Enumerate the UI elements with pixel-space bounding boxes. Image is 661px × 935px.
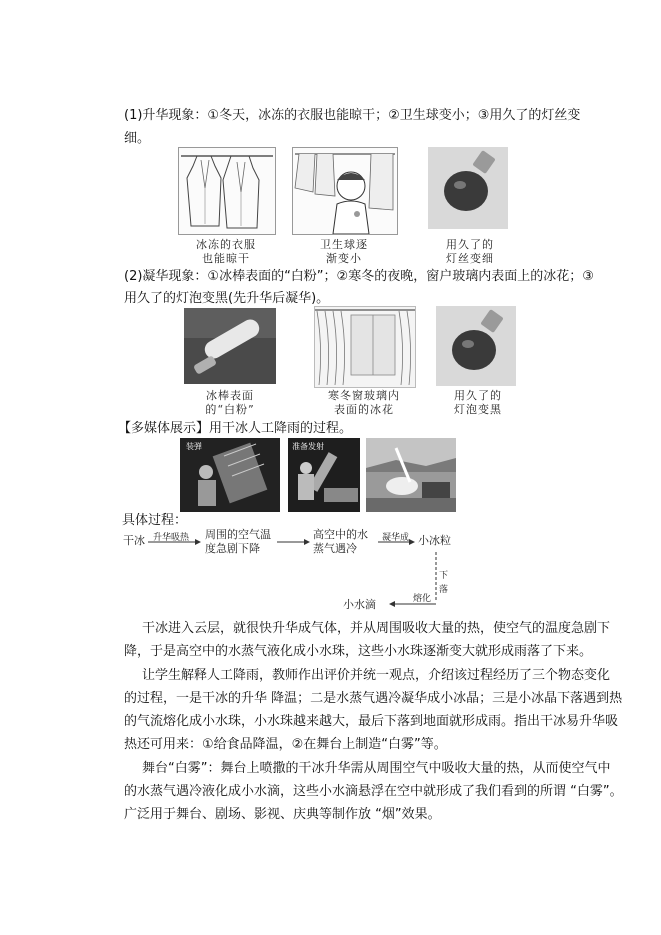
deposition-line-1: (2)凝华现象：①冰棒表面的“白粉”；②寒冬的夜晚，窗户玻璃内表面上的冰花；③ — [124, 269, 594, 284]
paragraph-2-line-4: 热还可用来：①给食品降温，②在舞台上制造“白雾”等。 — [124, 737, 447, 752]
caption-old-bulb-black: 用久了的 灯泡变黑 — [454, 389, 502, 416]
paragraph-1-line-1: 干冰进入云层，就很快升华成气体，并从周围吸收大量的热，使空气的温度急剧下 — [142, 621, 611, 636]
multimedia-line: 【多媒体展示】用干冰人工降雨的过程。 — [118, 421, 353, 436]
sublimation-line-2: 细。 — [124, 131, 151, 146]
caption-mothball: 卫生球逐 渐变小 — [320, 238, 368, 265]
dry-ice-node: 干冰 — [123, 534, 145, 547]
photo-label-prepare-launch: 准备发射 — [292, 442, 324, 451]
caption-window-frost: 寒冬窗玻璃内 表面的冰花 — [328, 389, 400, 416]
caption-popsicle: 冰棒表面 的“白粉” — [205, 389, 255, 416]
fall-label: 下落 — [439, 571, 449, 595]
paragraph-2-line-3: 的气流熔化成小水珠，小水珠越来越大，最后下落到地面就形成雨。指出干冰易升华吸 — [124, 714, 619, 729]
water-drop-node: 小水滴 — [343, 598, 376, 611]
water-vapor-cools-node: 高空中的水 蒸气遇冷 — [313, 528, 368, 555]
deposit-label: 凝华成 — [382, 533, 410, 543]
paragraph-2-line-2: 的过程，一是干冰的升华 降温；二是水蒸气遇冷凝华成小冰晶；三是小冰晶下落遇到热 — [124, 691, 623, 706]
process-title: 具体过程： — [122, 513, 188, 528]
photo-label-loading: 装弹 — [186, 442, 202, 451]
deposition-line-2: 用久了的灯泡变黑(先升华后凝华)。 — [124, 291, 330, 306]
sublimate-absorb-heat-label: 升华吸热 — [153, 533, 190, 543]
paragraph-1-line-2: 降，于是高空中的水蒸气液化成小水珠，这些小水珠逐渐变大就形成雨落了下来。 — [124, 644, 593, 659]
paragraph-3-line-1: 舞台“白雾”：舞台上喷撒的干冰升华需从周围空气中吸收大量的热，从而使空气中 — [142, 761, 611, 776]
air-temp-drop-node: 周围的空气温 度急剧下降 — [205, 528, 271, 555]
paragraph-3-line-3: 广泛用于舞台、剧场、影视、庆典等制作放 “烟”效果。 — [124, 807, 441, 822]
melt-label: 熔化 — [413, 594, 432, 604]
ice-particle-node: 小冰粒 — [418, 534, 451, 547]
paragraph-2-line-1: 让学生解释人工降雨，教师作出评价并统一观点，介绍该过程经历了三个物态变化 — [142, 668, 611, 683]
paragraph-3-line-2: 的水蒸气遇冷液化成小水滴，这些小水滴悬浮在空中就形成了我们看到的所谓 “白雾”。 — [124, 784, 623, 799]
caption-old-bulb-filament: 用久了的 灯丝变细 — [446, 238, 494, 265]
sublimation-line-1: (1)升华现象：①冬天，冰冻的衣服也能晾干；②卫生球变小；③用久了的灯丝变 — [124, 108, 581, 123]
caption-frozen-clothes: 冰冻的衣服 也能晾干 — [196, 238, 256, 265]
